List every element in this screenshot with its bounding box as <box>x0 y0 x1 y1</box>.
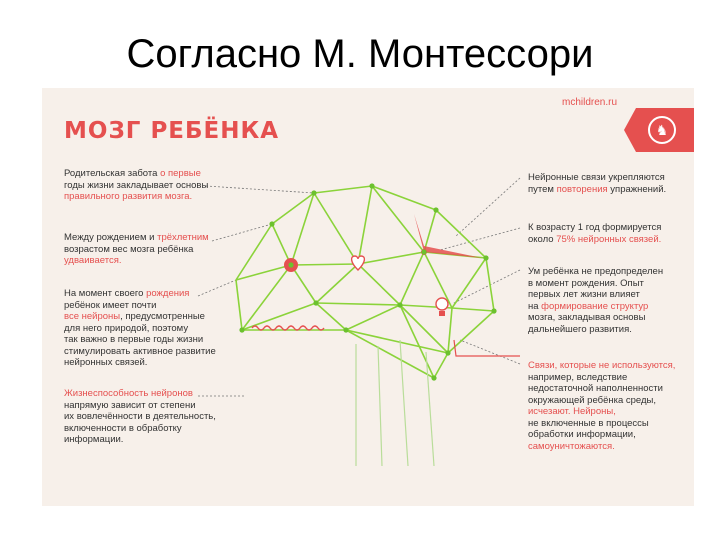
neuron-edge <box>346 305 400 330</box>
body-text: На момент своего <box>64 288 147 299</box>
body-text: возрастом вес мозга ребёнка <box>64 243 194 255</box>
body-text: ребёнок имеет почти <box>64 299 157 311</box>
brain-stem-line <box>400 340 408 466</box>
highlight-text: 75% нейронных связей. <box>556 233 662 245</box>
text-line <box>64 411 216 423</box>
right-text-block <box>528 172 666 195</box>
body-text: первых лет жизни влияет <box>528 289 640 300</box>
text-line <box>528 266 663 278</box>
text-line <box>528 441 675 453</box>
body-text: годы жизни закладывает основы <box>64 179 209 191</box>
body-text: стимулировать активное развитие <box>64 345 216 357</box>
body-text: окружающей ребёнка среды, <box>528 394 657 406</box>
highlight-text: трёхлетним <box>157 232 209 243</box>
body-text: не включенные в процессы <box>528 417 649 429</box>
neuron-edge <box>314 186 372 193</box>
highlight-text: о первые <box>160 168 201 179</box>
body-text: Ум ребёнка не предопределен <box>528 266 664 277</box>
body-text: Между рождением и <box>64 232 158 243</box>
brain-edges <box>236 186 494 466</box>
right-text-block <box>528 222 661 245</box>
text-line <box>64 323 216 335</box>
text-line <box>528 324 663 336</box>
highlight-text: рождения <box>146 288 190 299</box>
neuron-node <box>239 327 244 332</box>
body-text: Родительская забота <box>64 168 161 179</box>
leader-lines <box>198 178 520 396</box>
neuron-edge <box>316 303 346 330</box>
neuron-node <box>397 302 402 307</box>
neuron-edge <box>400 305 434 378</box>
text-line <box>64 434 216 446</box>
highlight-text: самоуничтожаются. <box>528 440 615 452</box>
rocking-horse-icon: ♞ <box>648 116 676 144</box>
highlight-text: Связи, которые не используются, <box>528 360 676 371</box>
text-line <box>528 360 675 372</box>
neuron-edge <box>448 308 452 353</box>
site-link[interactable]: mchildren.ru <box>562 97 618 108</box>
neuron-edge <box>291 193 314 265</box>
neuron-node <box>491 308 496 313</box>
text-line <box>64 180 208 192</box>
highlight-text: правильного развития мозга. <box>64 191 193 202</box>
neuron-edge <box>291 264 358 265</box>
neuron-edge <box>452 308 494 311</box>
neuron-edge <box>358 264 400 305</box>
brain-stem-line <box>378 346 382 466</box>
neuron-edge <box>346 330 448 353</box>
neuron-node <box>288 262 293 267</box>
text-line <box>64 232 209 244</box>
leader-line <box>206 186 314 193</box>
neuron-node <box>269 221 274 226</box>
body-text: напрямую зависит от степени <box>64 399 196 411</box>
text-line <box>64 244 209 256</box>
neuron-edge <box>400 252 424 305</box>
neuron-node <box>433 207 438 212</box>
text-line <box>64 168 208 180</box>
body-text: упражнений. <box>607 183 667 195</box>
highlight-text: повторения <box>556 183 608 195</box>
neuron-edge <box>486 258 494 311</box>
left-text-block <box>64 232 209 267</box>
neuron-edge <box>314 193 358 264</box>
highlight-text: все нейроны <box>64 311 121 322</box>
text-line <box>64 191 208 203</box>
neuron-edge <box>272 193 314 224</box>
body-text: нейронных связей. <box>64 357 148 368</box>
highlight-text: исчезают. Нейроны, <box>528 406 616 417</box>
neuron-edge <box>434 353 448 378</box>
body-text: на <box>528 300 542 312</box>
left-text-block <box>64 168 208 203</box>
slide-title: Согласно М. Монтессори <box>126 32 594 76</box>
text-line <box>528 395 675 407</box>
right-text-block <box>528 360 675 452</box>
body-text: путем <box>528 183 557 195</box>
leader-line <box>440 228 520 250</box>
text-line <box>528 234 661 246</box>
neuron-edge <box>236 280 242 330</box>
text-line <box>528 312 663 324</box>
text-line <box>64 388 216 400</box>
neuron-edge <box>346 330 434 378</box>
text-line <box>64 423 216 435</box>
text-line <box>64 300 216 312</box>
text-line <box>64 311 216 323</box>
highlight-text: Жизнеспособность нейронов <box>64 388 193 399</box>
text-line <box>528 429 675 441</box>
right-text-block <box>528 266 663 335</box>
neuron-edge <box>424 210 436 252</box>
text-line <box>528 184 666 196</box>
broken-connection <box>454 340 520 356</box>
neuron-edge <box>358 252 424 264</box>
text-line <box>528 383 675 395</box>
text-line <box>528 222 661 234</box>
text-line <box>528 289 663 301</box>
body-text: их вовлечённости в деятельность, <box>64 411 216 422</box>
leader-line <box>460 340 520 364</box>
leader-line <box>456 178 520 236</box>
body-text: обработки информации, <box>528 429 636 440</box>
text-line <box>528 301 663 313</box>
body-text: мозга, закладывая основы <box>528 312 646 323</box>
text-line <box>528 172 666 184</box>
neuron-node <box>369 183 374 188</box>
text-line <box>528 418 675 430</box>
brain-marks <box>252 214 520 356</box>
body-text: в момент рождения. Опыт <box>528 277 644 289</box>
text-line <box>64 400 216 412</box>
neuron-edge <box>358 186 372 264</box>
text-line <box>528 372 675 384</box>
body-text: Нейронные связи укрепляются <box>528 172 665 183</box>
highlight-text: формирование структур <box>541 300 649 312</box>
text-line <box>64 346 216 358</box>
text-line <box>528 406 675 418</box>
body-text: для него природой, поэтому <box>64 322 189 334</box>
neuron-edge <box>452 258 486 308</box>
body-text: так важно в первые годы жизни <box>64 334 204 345</box>
left-text-block <box>64 388 216 446</box>
body-text: например, вследствие <box>528 371 628 383</box>
neuron-node <box>421 249 426 254</box>
body-text: информации. <box>64 434 124 445</box>
lightbulb-base <box>439 311 445 316</box>
neuron-edge <box>316 264 358 303</box>
lightbulb-icon <box>436 298 448 310</box>
body-text: около <box>528 233 557 245</box>
text-line <box>64 357 216 369</box>
body-text: включенности в обработку <box>64 422 182 434</box>
neuron-node <box>313 300 318 305</box>
body-text: , предусмотренные <box>120 311 205 322</box>
leader-line <box>452 270 520 304</box>
neuron-node <box>343 327 348 332</box>
left-text-block <box>64 288 216 369</box>
neuron-node <box>483 255 488 260</box>
highlight-text: удваивается. <box>64 255 122 266</box>
neuron-node <box>431 375 436 380</box>
text-line <box>64 334 216 346</box>
infographic-header: МОЗГ РЕБЁНКА <box>64 118 280 144</box>
neuron-node <box>445 350 450 355</box>
text-line <box>64 255 209 267</box>
text-line <box>528 278 663 290</box>
body-text: дальнейшего развития. <box>528 323 632 335</box>
neuron-edge <box>316 303 400 305</box>
body-text: недостаточной наполненности <box>528 383 663 394</box>
neuron-node <box>311 190 316 195</box>
text-line <box>64 288 216 300</box>
body-text: К возрасту 1 год формируется <box>528 222 662 233</box>
